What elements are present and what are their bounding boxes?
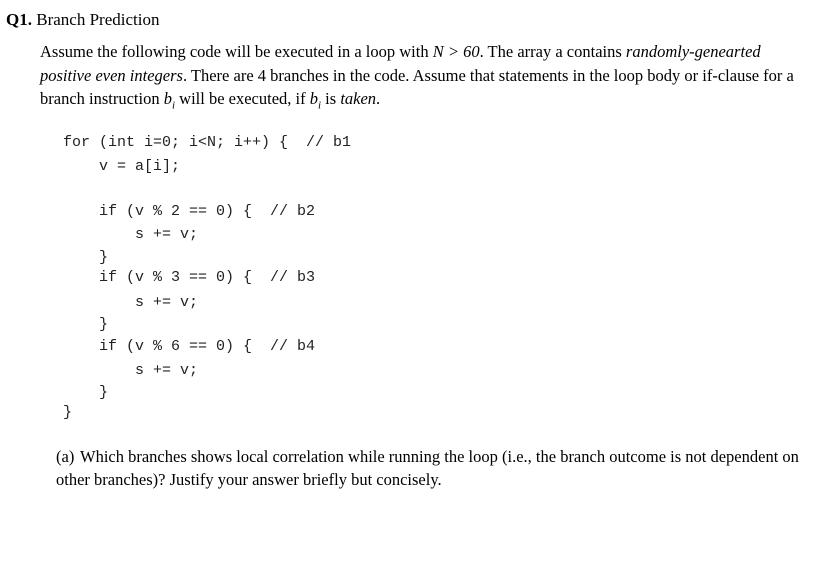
intro-text-2: . The array a contains <box>479 42 622 61</box>
math-n: N > 60 <box>432 42 480 61</box>
question-title: Branch Prediction <box>36 10 160 29</box>
code-line: s += v; <box>63 294 199 311</box>
code-line: if (v % 2 == 0) { // b2 <box>63 203 316 220</box>
intro-italic-1: randomly-genearted positive even integers <box>40 42 761 85</box>
code-line: } <box>63 316 109 333</box>
math-bi: $b_i$ <box>163 89 176 112</box>
question-heading <box>6 10 159 30</box>
intro-text-5: is <box>325 89 337 108</box>
question-number: Q1. <box>6 10 32 29</box>
math-bi-2: $b_i$ <box>309 89 322 112</box>
code-line: } <box>63 384 109 401</box>
intro-italic-2: taken <box>340 89 377 108</box>
intro-text-3: . There are 4 branches in the code. Assume that statements in the loop body or if-clause for a branch instruction <box>40 65 794 108</box>
intro-text-6: . <box>376 89 381 108</box>
question-a <box>56 445 816 491</box>
code-line: if (v % 3 == 0) { // b3 <box>63 269 316 286</box>
code-line: s += v; <box>63 226 199 243</box>
intro-paragraph <box>40 40 800 118</box>
code-line: for (int i=0; i<N; i++) { // b1 <box>63 134 352 151</box>
code-line: } <box>63 404 73 421</box>
code-line: } <box>63 249 109 266</box>
intro-text-1: Assume the following code will be executed in a loop with <box>40 42 429 61</box>
code-line: if (v % 6 == 0) { // b4 <box>63 338 316 355</box>
question-a-text: Which branches shows local correlation while running the loop (i.e., the branch outcome is not dependent on other branches)? Justify your answer briefly but concisely. <box>56 447 799 489</box>
code-line: v = a[i]; <box>63 158 181 175</box>
question-a-label: (a) <box>56 447 75 466</box>
code-line: s += v; <box>63 362 199 379</box>
intro-text-4: will be executed, if <box>179 89 306 108</box>
